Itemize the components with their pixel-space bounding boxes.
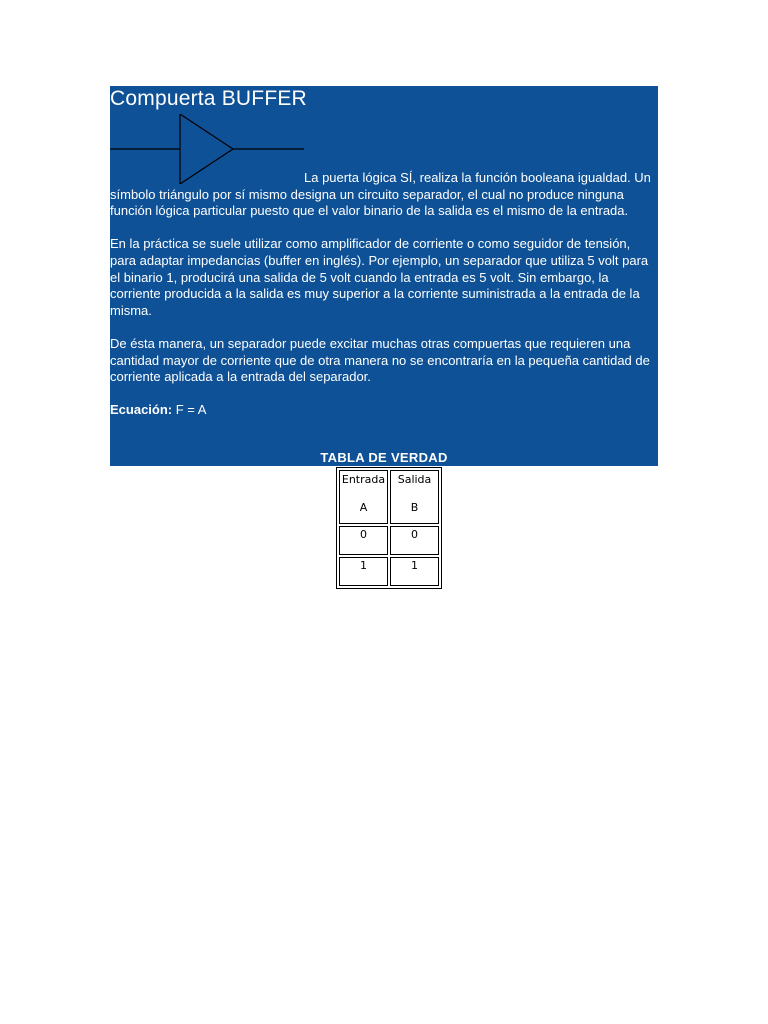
table-cell-input: 0	[339, 526, 388, 555]
truth-table	[336, 467, 442, 589]
paragraph-3: De ésta manera, un separador puede excitar muchas otras compuertas que requieren una cantidad mayor de corriente que de otra manera no se encontraría en la pequeña cantidad de corriente aplicada a la entrada del separador.	[110, 335, 650, 385]
equation-value: F = A	[175, 402, 207, 418]
paragraph-2: En la práctica se suele utilizar como amplificador de corriente o como seguidor de tensión, para adaptar impedancias (buffer en inglés). Por ejemplo, un separador que utiliza 5 volt para el binario 1, producirá una salida de 5 volt cuando la entrada es 5 volt. Sin embargo, la corriente producida a la salida es muy superior a la corriente suministrada a la entrada de la misma.	[110, 236, 649, 318]
truth-table-header-row	[339, 470, 439, 524]
paragraph-1: La puerta lógica SÍ, realiza la función booleana igualdad. Un símbolo triángulo por sí mismo designa un circuito separador, el cual no produce ninguna función lógica particular puesto que el valor binario de la salida es el mismo de la entrada.	[110, 170, 651, 219]
equation	[110, 402, 654, 419]
body-text	[110, 170, 654, 436]
table-cell-output: 1	[390, 557, 439, 586]
table-row	[339, 526, 439, 555]
page-title: Compuerta BUFFER	[110, 87, 307, 110]
table-row	[339, 557, 439, 586]
table-cell-output: 0	[390, 526, 439, 555]
header-input-var: A	[359, 501, 368, 514]
table-cell-input: 1	[339, 557, 388, 586]
header-output-name: Salida	[397, 473, 432, 486]
equation-label: Ecuación:	[110, 402, 173, 418]
symbol-spacer	[110, 181, 304, 182]
header-input-name: Entrada	[341, 473, 386, 486]
header-input	[339, 470, 388, 524]
content-panel	[110, 86, 658, 466]
header-output-var: B	[410, 501, 419, 514]
truth-table-title: TABLA DE VERDAD	[320, 450, 448, 465]
paragraph-1-wrap	[110, 170, 654, 220]
header-output	[390, 470, 439, 524]
